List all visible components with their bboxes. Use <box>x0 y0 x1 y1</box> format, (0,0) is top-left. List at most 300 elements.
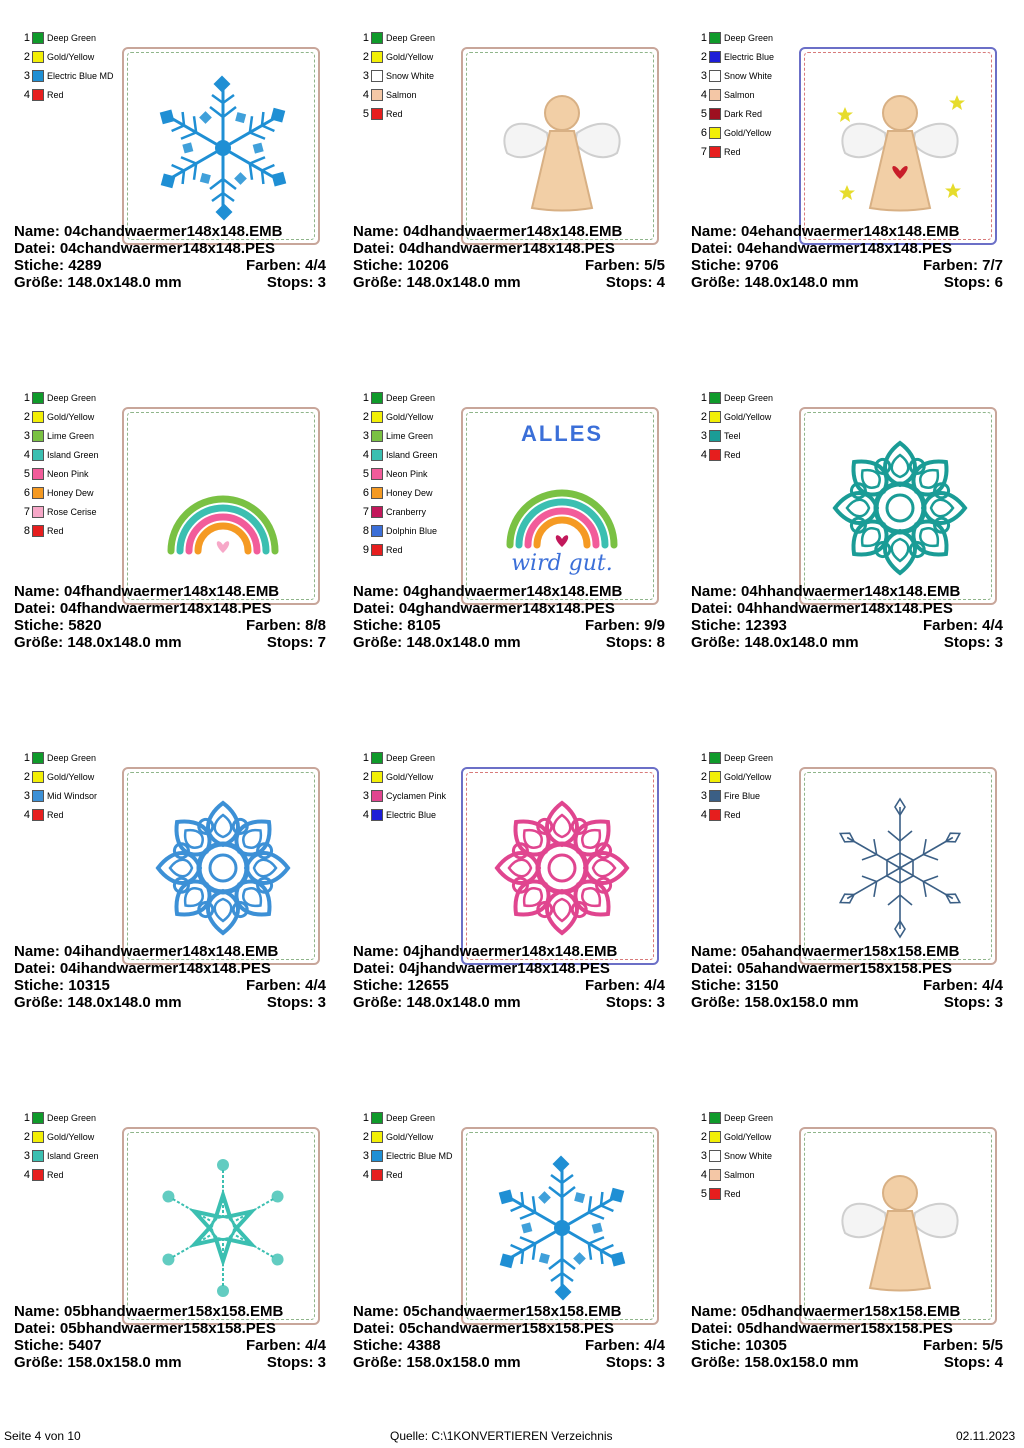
color-number: 1 <box>700 391 707 404</box>
embroidery-preview <box>461 47 659 245</box>
color-number: 7 <box>23 505 30 518</box>
stitch-line: Stiche: 5407 Farben: 4/4 <box>14 1337 326 1354</box>
color-name: Island Green <box>47 1150 99 1161</box>
color-swatch <box>32 506 44 518</box>
color-count: 4/4 <box>644 977 665 994</box>
color-name: Honey Dew <box>47 487 94 498</box>
color-number: 1 <box>700 751 707 764</box>
design-info <box>353 583 665 651</box>
design-card <box>691 1080 1021 1430</box>
color-row <box>20 521 130 540</box>
color-name: Red <box>47 89 64 100</box>
mandala-pink-icon <box>487 793 637 943</box>
design-card <box>14 360 344 710</box>
color-row <box>20 502 130 521</box>
size-line: Größe: 158.0x158.0 mm Stops: 3 <box>353 1354 665 1371</box>
color-row <box>20 483 130 502</box>
color-row <box>20 786 130 805</box>
stitch-count: 8105 <box>407 617 441 634</box>
color-name: Deep Green <box>47 752 97 763</box>
size-line: Größe: 148.0x148.0 mm Stops: 3 <box>691 634 1003 651</box>
color-count: 5/5 <box>644 257 665 274</box>
color-swatch <box>371 468 383 480</box>
color-row <box>697 786 807 805</box>
thread-color-list <box>359 388 469 559</box>
color-row <box>697 805 807 824</box>
color-number: 4 <box>700 1168 707 1181</box>
color-number: 3 <box>362 789 369 802</box>
color-swatch <box>32 771 44 783</box>
size-line: Größe: 148.0x148.0 mm Stops: 3 <box>14 994 326 1011</box>
design-card <box>353 0 683 350</box>
thread-color-list <box>20 1108 130 1184</box>
design-card <box>353 720 683 1070</box>
name-line: Name: 04jhandwaermer148x148.EMB <box>353 943 618 960</box>
color-swatch <box>709 1112 721 1124</box>
stop-count: 4 <box>994 1354 1003 1371</box>
color-row <box>697 1108 807 1127</box>
color-row <box>359 1127 469 1146</box>
color-number: 5 <box>23 467 30 480</box>
color-name: Red <box>724 146 741 157</box>
color-row <box>20 805 130 824</box>
color-name: Gold/Yellow <box>724 1131 772 1142</box>
color-number: 1 <box>362 751 369 764</box>
stitch-count: 9706 <box>745 257 779 274</box>
color-number: 9 <box>362 543 369 556</box>
angel-icon <box>825 1153 975 1303</box>
design-info <box>14 1303 326 1371</box>
name-line: Name: 05bhandwaermer158x158.EMB <box>14 1303 284 1320</box>
color-name: Deep Green <box>724 32 774 43</box>
color-name: Gold/Yellow <box>386 771 434 782</box>
file-line: Datei: 04chandwaermer148x148.PES <box>14 240 276 257</box>
color-name: Island Green <box>386 449 438 460</box>
color-row <box>697 1127 807 1146</box>
color-number: 4 <box>362 1168 369 1181</box>
thread-color-list <box>697 388 807 464</box>
design-card <box>14 1080 344 1430</box>
design-name: 04dhandwaermer148x148.EMB <box>403 223 623 240</box>
color-number: 4 <box>362 448 369 461</box>
file-line: Datei: 05chandwaermer158x158.PES <box>353 1320 615 1337</box>
color-number: 6 <box>362 486 369 499</box>
design-card <box>691 720 1021 1070</box>
color-number: 3 <box>23 429 30 442</box>
color-name: Deep Green <box>386 32 436 43</box>
color-count: 5/5 <box>982 1337 1003 1354</box>
stop-count: 3 <box>317 1354 326 1371</box>
design-size: 148.0x148.0 mm <box>67 274 182 291</box>
snowflake-star-icon <box>148 1153 298 1303</box>
color-number: 1 <box>23 31 30 44</box>
color-swatch <box>709 449 721 461</box>
color-name: Gold/Yellow <box>724 771 772 782</box>
color-name: Gold/Yellow <box>386 1131 434 1142</box>
color-number: 3 <box>23 69 30 82</box>
color-name: Electric Blue <box>724 51 775 62</box>
design-name: 05ahandwaermer158x158.EMB <box>741 943 960 960</box>
color-row <box>20 47 130 66</box>
color-name: Lime Green <box>47 430 95 441</box>
color-row <box>359 407 469 426</box>
color-name: Gold/Yellow <box>47 771 95 782</box>
color-swatch <box>371 544 383 556</box>
color-swatch <box>32 411 44 423</box>
size-line: Größe: 148.0x148.0 mm Stops: 3 <box>14 274 326 291</box>
design-name: 04ghandwaermer148x148.EMB <box>403 583 623 600</box>
color-name: Gold/Yellow <box>386 411 434 422</box>
color-row <box>20 407 130 426</box>
stitch-line: Stiche: 4289 Farben: 4/4 <box>14 257 326 274</box>
color-row <box>359 1146 469 1165</box>
size-line: Größe: 158.0x158.0 mm Stops: 3 <box>691 994 1003 1011</box>
color-name: Neon Pink <box>386 468 428 479</box>
design-name: 04ihandwaermer148x148.EMB <box>64 943 279 960</box>
color-name: Red <box>386 1169 403 1180</box>
color-name: Gold/Yellow <box>47 51 95 62</box>
size-line: Größe: 148.0x148.0 mm Stops: 3 <box>353 994 665 1011</box>
color-number: 4 <box>700 808 707 821</box>
stop-count: 3 <box>994 994 1003 1011</box>
color-number: 2 <box>23 50 30 63</box>
embroidery-preview <box>461 767 659 965</box>
stop-count: 6 <box>994 274 1003 291</box>
color-number: 4 <box>23 448 30 461</box>
color-swatch <box>709 809 721 821</box>
design-info <box>353 943 665 1011</box>
stitch-count: 3150 <box>745 977 779 994</box>
color-row <box>20 1165 130 1184</box>
color-number: 3 <box>362 429 369 442</box>
file-line: Datei: 04fhandwaermer148x148.PES <box>14 600 272 617</box>
color-name: Gold/Yellow <box>724 411 772 422</box>
color-number: 5 <box>700 1187 707 1200</box>
color-number: 3 <box>700 1149 707 1162</box>
design-info <box>14 943 326 1011</box>
design-card <box>14 720 344 1070</box>
color-name: Red <box>47 1169 64 1180</box>
stitch-count: 4388 <box>407 1337 441 1354</box>
color-name: Red <box>724 449 741 460</box>
color-number: 1 <box>362 31 369 44</box>
design-text-top: ALLES <box>520 421 604 446</box>
color-number: 5 <box>362 467 369 480</box>
color-number: 4 <box>362 88 369 101</box>
color-number: 4 <box>700 88 707 101</box>
color-swatch <box>371 487 383 499</box>
design-size: 158.0x158.0 mm <box>406 1354 521 1371</box>
embroidery-preview <box>799 47 997 245</box>
color-number: 1 <box>23 1111 30 1124</box>
stop-count: 7 <box>317 634 326 651</box>
color-swatch <box>32 32 44 44</box>
color-row <box>359 445 469 464</box>
stitch-line: Stiche: 3150 Farben: 4/4 <box>691 977 1003 994</box>
color-number: 7 <box>362 505 369 518</box>
color-row <box>359 521 469 540</box>
color-row <box>359 483 469 502</box>
color-row <box>697 388 807 407</box>
stop-count: 8 <box>656 634 665 651</box>
color-swatch <box>32 70 44 82</box>
color-swatch <box>371 525 383 537</box>
size-line: Größe: 148.0x148.0 mm Stops: 4 <box>353 274 665 291</box>
color-row <box>359 805 469 824</box>
color-swatch <box>32 430 44 442</box>
color-number: 5 <box>700 107 707 120</box>
design-file: 05chandwaermer158x158.PES <box>398 1320 615 1337</box>
design-file: 04chandwaermer148x148.PES <box>59 240 276 257</box>
design-info <box>691 1303 1003 1371</box>
color-row <box>697 407 807 426</box>
color-row <box>359 104 469 123</box>
color-swatch <box>371 752 383 764</box>
color-swatch <box>32 752 44 764</box>
color-swatch <box>371 1131 383 1143</box>
color-swatch <box>371 809 383 821</box>
file-line: Datei: 04ihandwaermer148x148.PES <box>14 960 271 977</box>
color-swatch <box>709 1188 721 1200</box>
name-line: Name: 05dhandwaermer158x158.EMB <box>691 1303 961 1320</box>
design-info <box>14 583 326 651</box>
color-name: Cranberry <box>386 506 427 517</box>
print-date: 02.11.2023 <box>956 1429 1016 1443</box>
color-name: Salmon <box>724 89 755 100</box>
color-number: 1 <box>23 751 30 764</box>
color-name: Gold/Yellow <box>386 51 434 62</box>
design-size: 148.0x148.0 mm <box>67 994 182 1011</box>
color-row <box>359 66 469 85</box>
color-swatch <box>709 752 721 764</box>
color-name: Island Green <box>47 449 99 460</box>
color-number: 2 <box>700 410 707 423</box>
color-name: Gold/Yellow <box>47 1131 95 1142</box>
stitch-line: Stiche: 12655 Farben: 4/4 <box>353 977 665 994</box>
color-number: 2 <box>700 1130 707 1143</box>
stop-count: 4 <box>656 274 665 291</box>
color-swatch <box>709 771 721 783</box>
color-row <box>20 388 130 407</box>
thread-color-list <box>697 1108 807 1203</box>
color-row <box>359 748 469 767</box>
stitch-count: 12655 <box>407 977 449 994</box>
color-swatch <box>32 809 44 821</box>
color-swatch <box>32 525 44 537</box>
embroidery-preview <box>799 1127 997 1325</box>
embroidery-preview <box>461 407 659 605</box>
color-name: Deep Green <box>724 392 774 403</box>
thread-color-list <box>697 28 807 161</box>
color-count: 8/8 <box>305 617 326 634</box>
color-swatch <box>709 108 721 120</box>
name-line: Name: 04ehandwaermer148x148.EMB <box>691 223 960 240</box>
color-name: Dark Red <box>724 108 763 119</box>
color-number: 4 <box>23 808 30 821</box>
design-name: 04chandwaermer148x148.EMB <box>64 223 283 240</box>
design-file: 04ehandwaermer148x148.PES <box>736 240 953 257</box>
design-info <box>353 1303 665 1371</box>
color-row <box>359 464 469 483</box>
design-file: 04hhandwaermer148x148.PES <box>736 600 953 617</box>
color-swatch <box>371 392 383 404</box>
color-count: 4/4 <box>305 257 326 274</box>
color-row <box>697 748 807 767</box>
color-row <box>20 66 130 85</box>
color-name: Red <box>47 525 64 536</box>
name-line: Name: 04chandwaermer148x148.EMB <box>14 223 283 240</box>
thread-color-list <box>20 28 130 104</box>
color-row <box>697 66 807 85</box>
stop-count: 3 <box>656 1354 665 1371</box>
color-row <box>359 388 469 407</box>
design-size: 158.0x158.0 mm <box>744 994 859 1011</box>
stop-count: 3 <box>317 274 326 291</box>
color-number: 5 <box>362 107 369 120</box>
design-file: 04ihandwaermer148x148.PES <box>59 960 271 977</box>
color-number: 2 <box>362 50 369 63</box>
color-name: Mid Windsor <box>47 790 98 801</box>
color-name: Deep Green <box>386 392 436 403</box>
color-row <box>359 47 469 66</box>
color-name: Red <box>386 544 403 555</box>
design-card <box>353 1080 683 1430</box>
color-swatch <box>32 468 44 480</box>
color-name: Deep Green <box>724 752 774 763</box>
stitch-count: 12393 <box>745 617 787 634</box>
stitch-line: Stiche: 5820 Farben: 8/8 <box>14 617 326 634</box>
angel-icon <box>487 73 637 223</box>
mandala-blue-icon <box>148 793 298 943</box>
stitch-line: Stiche: 9706 Farben: 7/7 <box>691 257 1003 274</box>
design-size: 148.0x148.0 mm <box>67 634 182 651</box>
color-number: 2 <box>23 410 30 423</box>
color-row <box>20 767 130 786</box>
design-file: 05dhandwaermer158x158.PES <box>736 1320 953 1337</box>
size-line: Größe: 148.0x148.0 mm Stops: 8 <box>353 634 665 651</box>
design-size: 148.0x148.0 mm <box>406 994 521 1011</box>
color-swatch <box>371 411 383 423</box>
color-number: 4 <box>700 448 707 461</box>
color-swatch <box>709 430 721 442</box>
color-row <box>20 464 130 483</box>
embroidery-preview <box>799 407 997 605</box>
color-swatch <box>709 790 721 802</box>
design-name: 05bhandwaermer158x158.EMB <box>64 1303 284 1320</box>
color-row <box>20 1127 130 1146</box>
stitch-line: Stiche: 8105 Farben: 9/9 <box>353 617 665 634</box>
color-row <box>697 85 807 104</box>
color-name: Snow White <box>724 70 773 81</box>
stitch-count: 4289 <box>68 257 102 274</box>
color-number: 1 <box>23 391 30 404</box>
design-name: 05dhandwaermer158x158.EMB <box>741 1303 961 1320</box>
color-swatch <box>371 430 383 442</box>
color-name: Deep Green <box>386 1112 436 1123</box>
stitch-count: 10206 <box>407 257 449 274</box>
color-count: 4/4 <box>982 977 1003 994</box>
stitch-count: 5407 <box>68 1337 102 1354</box>
color-count: 4/4 <box>982 617 1003 634</box>
snowflake-outline-icon <box>825 793 975 943</box>
stitch-line: Stiche: 12393 Farben: 4/4 <box>691 617 1003 634</box>
color-row <box>359 28 469 47</box>
embroidery-preview <box>122 47 320 245</box>
color-row <box>359 1165 469 1184</box>
size-line: Größe: 148.0x148.0 mm Stops: 6 <box>691 274 1003 291</box>
stitch-line: Stiche: 10305 Farben: 5/5 <box>691 1337 1003 1354</box>
color-swatch <box>709 70 721 82</box>
thread-color-list <box>359 28 469 123</box>
color-swatch <box>709 1131 721 1143</box>
design-info <box>691 583 1003 651</box>
design-name: 04fhandwaermer148x148.EMB <box>64 583 280 600</box>
color-row <box>697 1146 807 1165</box>
size-line: Größe: 148.0x148.0 mm Stops: 7 <box>14 634 326 651</box>
stitch-count: 10305 <box>745 1337 787 1354</box>
size-line: Größe: 158.0x158.0 mm Stops: 3 <box>14 1354 326 1371</box>
color-name: Electric Blue MD <box>386 1150 453 1161</box>
color-swatch <box>371 89 383 101</box>
color-row <box>359 502 469 521</box>
color-swatch <box>371 449 383 461</box>
color-name: Red <box>386 108 403 119</box>
color-row <box>697 1184 807 1203</box>
color-name: Deep Green <box>724 1112 774 1123</box>
embroidery-preview <box>122 407 320 605</box>
name-line: Name: 04ihandwaermer148x148.EMB <box>14 943 279 960</box>
color-swatch <box>32 1169 44 1181</box>
thread-color-list <box>20 748 130 824</box>
color-row <box>359 85 469 104</box>
angel-stars-icon <box>825 73 975 223</box>
color-name: Electric Blue <box>386 809 437 820</box>
color-swatch <box>371 1150 383 1162</box>
color-number: 3 <box>700 789 707 802</box>
color-number: 2 <box>700 50 707 63</box>
stitch-line: Stiche: 4388 Farben: 4/4 <box>353 1337 665 1354</box>
color-swatch <box>371 1112 383 1124</box>
name-line: Name: 05chandwaermer158x158.EMB <box>353 1303 622 1320</box>
design-size: 148.0x148.0 mm <box>406 634 521 651</box>
design-card <box>691 0 1021 350</box>
color-swatch <box>32 790 44 802</box>
color-number: 1 <box>362 391 369 404</box>
design-size: 148.0x148.0 mm <box>744 274 859 291</box>
color-swatch <box>371 108 383 120</box>
color-row <box>697 104 807 123</box>
color-name: Neon Pink <box>47 468 89 479</box>
thread-color-list <box>359 748 469 824</box>
color-number: 2 <box>362 1130 369 1143</box>
color-swatch <box>709 89 721 101</box>
color-name: Salmon <box>724 1169 755 1180</box>
stop-count: 3 <box>317 994 326 1011</box>
design-file: 05bhandwaermer158x158.PES <box>59 1320 276 1337</box>
color-swatch <box>709 32 721 44</box>
color-number: 3 <box>362 69 369 82</box>
source-path: Quelle: C:\1KONVERTIEREN Verzeichnis <box>390 1429 613 1443</box>
stitch-count: 10315 <box>68 977 110 994</box>
color-name: Deep Green <box>386 752 436 763</box>
color-number: 1 <box>700 31 707 44</box>
design-size: 148.0x148.0 mm <box>744 634 859 651</box>
page-number: Seite 4 von 10 <box>4 1429 81 1443</box>
file-line: Datei: 05ahandwaermer158x158.PES <box>691 960 953 977</box>
color-row <box>359 540 469 559</box>
color-name: Snow White <box>724 1150 773 1161</box>
thread-color-list <box>697 748 807 824</box>
